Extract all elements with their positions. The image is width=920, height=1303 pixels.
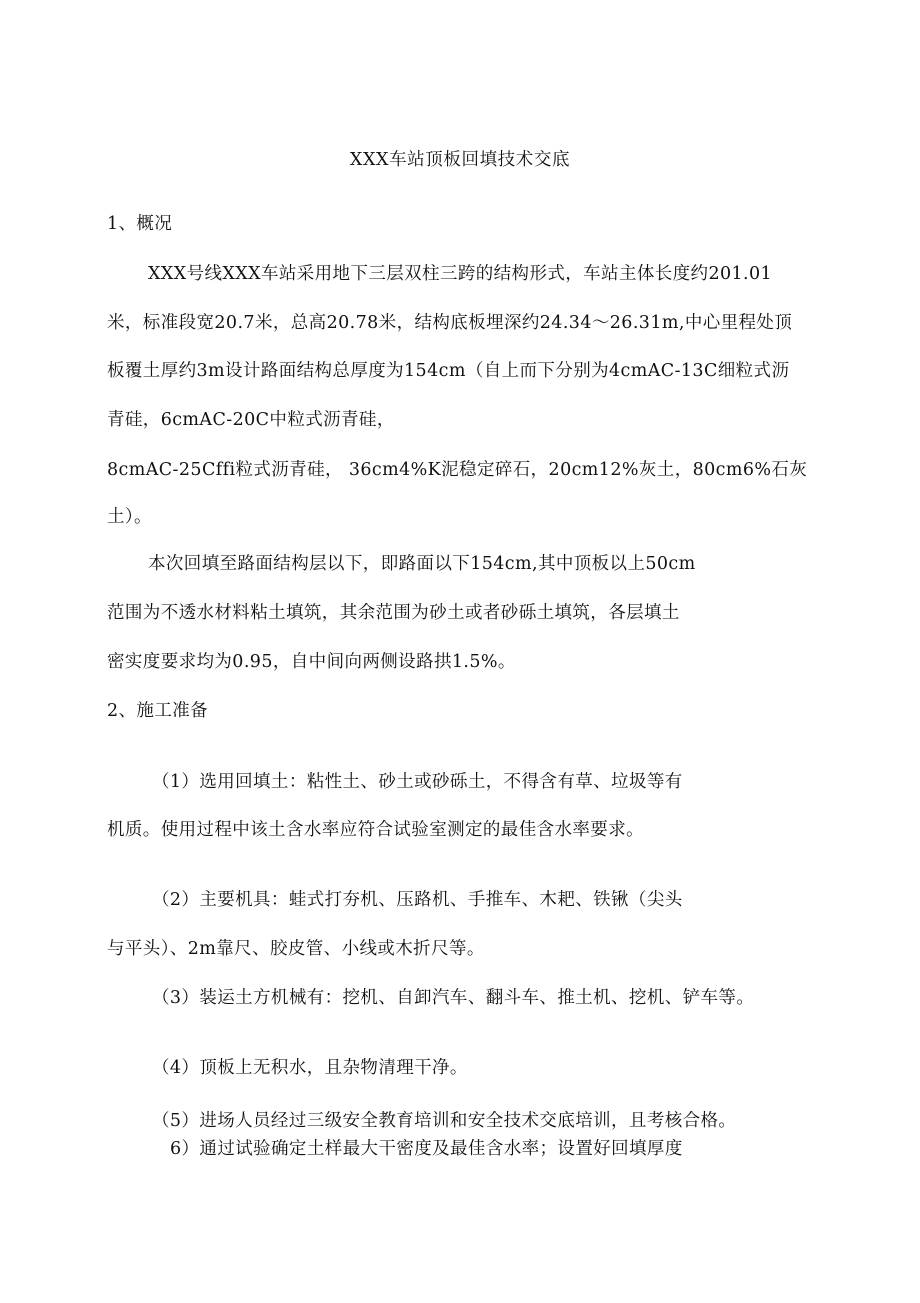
section-1-paragraph2-line: 范围为不透水材料粘土填筑，其余范围为砂土或者砂砾土填筑，各层填土	[107, 603, 680, 623]
section-2-item-line: （2）主要机具：蛙式打夯机、压路机、手推车、木耙、铁锹（尖头	[152, 890, 683, 910]
section-2-item-line: 与平头）、2m靠尺、胶皮管、小线或木折尺等。	[107, 939, 485, 959]
section-1-heading: 1、概况	[107, 214, 173, 234]
section-2-item-line: （3）装运土方机械有：挖机、自卸汽车、翻斗车、推土机、挖机、铲车等。	[152, 988, 755, 1008]
section-1-paragraph2-line: 密实度要求均为0.95，自中间向两侧设路拱1.5%。	[107, 652, 516, 672]
section-2-item-line: 机质。使用过程中该土含水率应符合试验室测定的最佳含水率要求。	[107, 820, 644, 840]
section-1-paragraph2-line: 本次回填至路面结构层以下，即路面以下154cm,其中顶板以上50cm	[148, 554, 696, 574]
section-2-item-line: （1）选用回填土：粘性土、砂土或砂砾土，不得含有草、垃圾等有	[152, 772, 683, 792]
section-1-paragraph-line: 8cmAC-25Cffi粒式沥青硅， 36cm4%K泥稳定碎石，20cm12%灰土，80cm6%石灰	[107, 460, 808, 480]
section-1-paragraph-line: XXX号线XXX车站采用地下三层双柱三跨的结构形式，车站主体长度约201.01	[148, 264, 773, 284]
document-title: XXX车站顶板回填技术交底	[349, 150, 571, 170]
section-2-item-line: 6）通过试验确定土样最大干密度及最佳含水率；设置好回填厚度	[170, 1139, 683, 1159]
section-1-paragraph-line: 青硅，6cmAC-20C中粒式沥青硅，	[107, 410, 395, 430]
section-2-item-line: （5）进场人员经过三级安全教育培训和安全技术交底培训，且考核合格。	[152, 1111, 737, 1131]
section-2-heading: 2、施工准备	[107, 701, 209, 721]
section-1-paragraph-line: 米，标准段宽20.7米，总高20.78米，结构底板埋深约24.34～26.31m,中心里程处顶	[107, 313, 793, 333]
section-2-item-line: （4）顶板上无积水，且杂物清理干净。	[152, 1058, 468, 1078]
section-1-paragraph-line: 土）。	[107, 507, 152, 527]
section-1-paragraph-line: 板覆土厚约3m设计路面结构总厚度为154cm（自上而下分别为4cmAC-13C细粒式沥	[107, 361, 790, 381]
